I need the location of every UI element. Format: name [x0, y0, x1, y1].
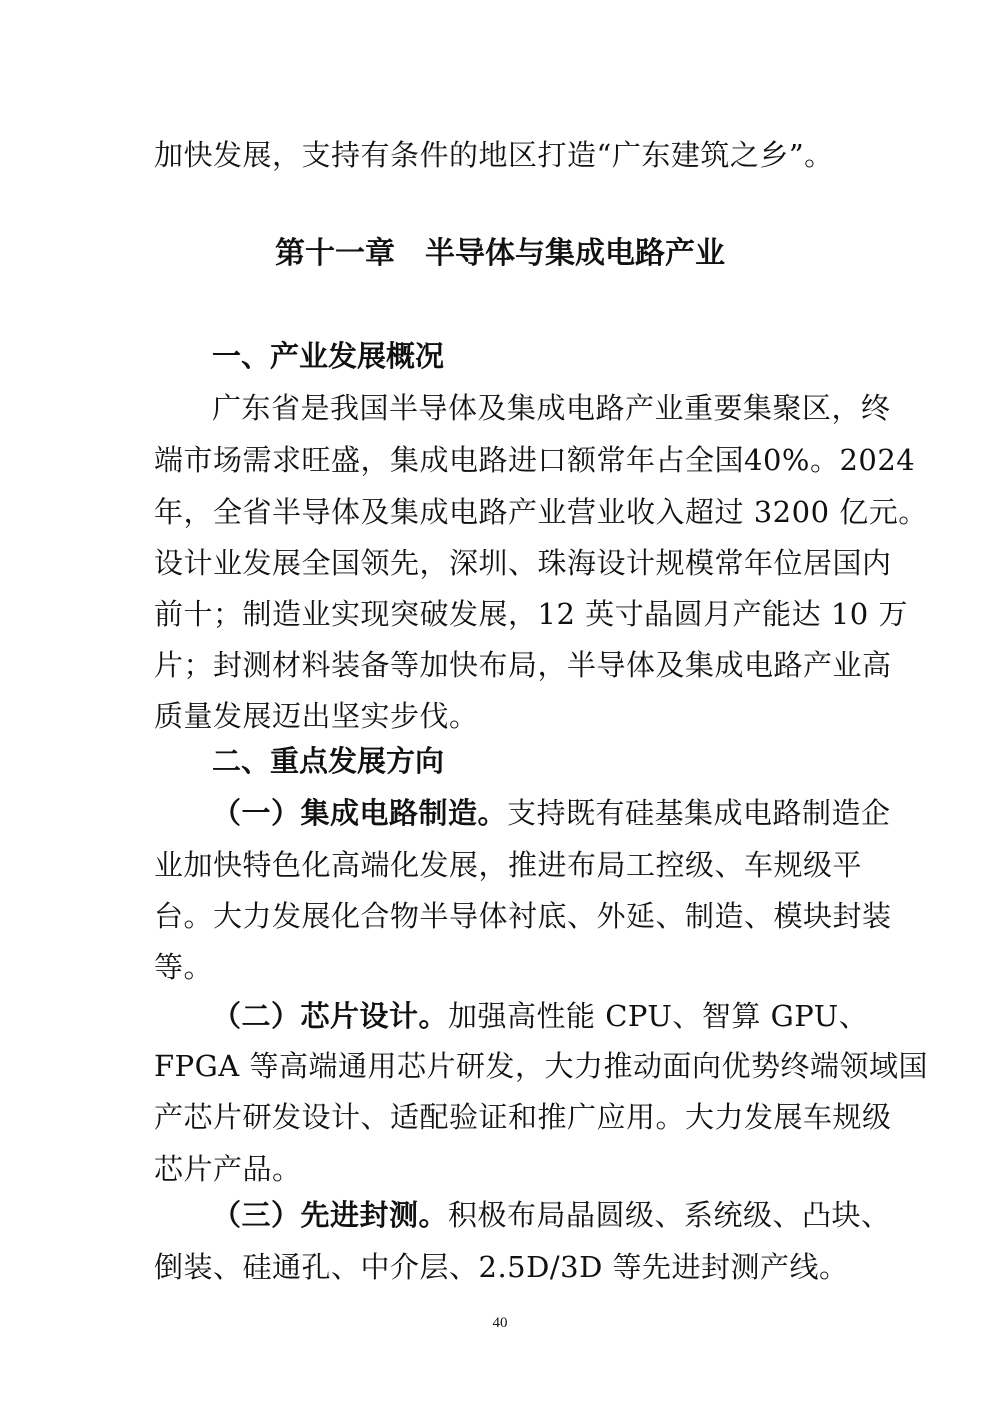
item-text: 加强高性能 CPU、智算 GPU、 [448, 999, 869, 1033]
paragraph-line: 设计业发展全国领先，深圳、珠海设计规模常年位居国内 [154, 546, 892, 580]
paragraph-line: 片；封测材料装备等加快布局，半导体及集成电路产业高 [154, 648, 892, 682]
paragraph-line: 年，全省半导体及集成电路产业营业收入超过 3200 亿元。 [154, 495, 928, 529]
paragraph-line: 芯片产品。 [154, 1152, 302, 1186]
item-title: （三）先进封测。 [212, 1198, 449, 1232]
paragraph-line: 前十；制造业实现突破发展，12 英寸晶圆月产能达 10 万 [154, 597, 908, 631]
paragraph-line: 等。 [154, 950, 214, 984]
section-heading-overview: 一、产业发展概况 [212, 339, 445, 373]
page-number: 40 [492, 1315, 508, 1331]
paragraph-continuation-line: 加快发展，支持有条件的地区打造“广东建筑之乡”。 [154, 138, 834, 172]
paragraph-line: 广东省是我国半导体及集成电路产业重要集聚区，终 [212, 391, 891, 425]
paragraph-line: 产芯片研发设计、适配验证和推广应用。大力发展车规级 [154, 1100, 892, 1134]
paragraph-line: FPGA 等高端通用芯片研发，大力推动面向优势终端领域国 [154, 1049, 928, 1083]
item-title: （一）集成电路制造。 [212, 796, 508, 830]
chapter-title: 第十一章 半导体与集成电路产业 [275, 236, 725, 271]
item-title: （二）芯片设计。 [212, 999, 449, 1033]
paragraph-line: 端市场需求旺盛，集成电路进口额常年占全国40%。2024 [154, 443, 916, 477]
paragraph-line: 台。大力发展化合物半导体衬底、外延、制造、模块封装 [154, 899, 892, 933]
paragraph-line: 倒装、硅通孔、中介层、2.5D/3D 等先进封测产线。 [154, 1250, 849, 1284]
paragraph-line: 质量发展迈出坚实步伐。 [154, 699, 479, 733]
item-text: 支持既有硅基集成电路制造企 [507, 796, 891, 830]
item-first-line [212, 996, 869, 1036]
item-text: 积极布局晶圆级、系统级、凸块、 [448, 1198, 891, 1232]
section-heading-directions: 二、重点发展方向 [212, 744, 445, 778]
paragraph-line: 业加快特色化高端化发展，推进布局工控级、车规级平 [154, 848, 863, 882]
item-first-line [212, 1195, 891, 1235]
item-first-line [212, 793, 891, 833]
